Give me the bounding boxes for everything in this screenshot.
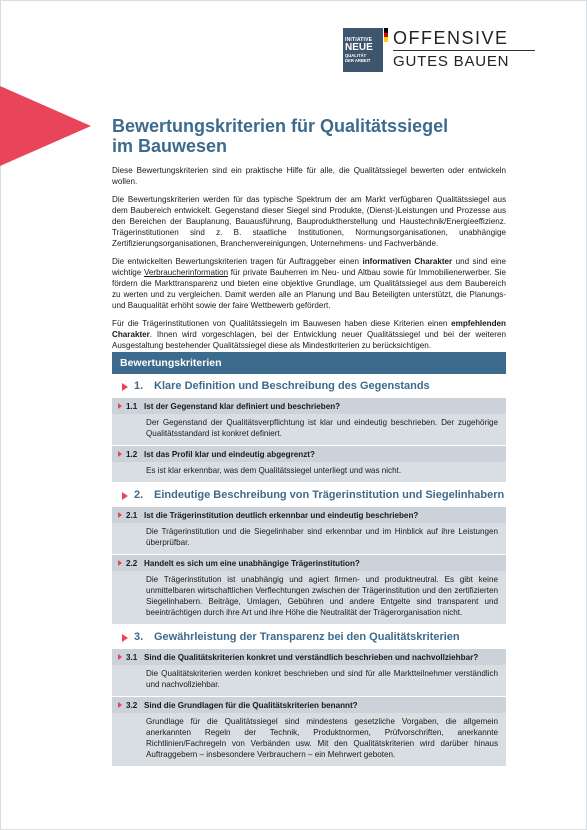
- logo-badge-line2: NEUE: [345, 42, 373, 53]
- criterion-number: 2.2: [126, 559, 138, 568]
- section-header: [112, 380, 506, 393]
- criterion-number: 2.1: [126, 511, 138, 520]
- criterion-question-text: Handelt es sich um eine unabhängige Trägerinstitution?: [144, 559, 360, 568]
- arrow-right-icon: [118, 512, 122, 518]
- logo-badge-line3: QUALITÄT: [345, 53, 367, 58]
- criterion-item: [112, 398, 506, 446]
- logo-name-line2: GUTES BAUEN: [393, 53, 510, 70]
- bold-empfehlend: empfehlenden Charakter: [112, 319, 506, 339]
- intro-paragraph-2: Die Bewertungskriterien werden für das typische Spektrum der am Markt verfügbaren Qualitätssiegel aus dem Baubereich entwickelt. Gegenstand dieser Siegel sind Produkte, (Dienst-)Leistungen und Prozesse aus den Bereichen der Bauplanung, Bauausführung, Bauproduktherstellung und Haustechnik/Energieeffizienz. Trägerinstitutionen sind z. B. staatliche Institutionen, Normungsorganisationen, unabhängige Zertifizierungsorganisationen, Branchenvereinigungen, Unternehmens- und Fachverbände.: [112, 195, 506, 248]
- logo-divider: [393, 50, 535, 51]
- criterion-item: [112, 507, 506, 555]
- criterion-answer: Grundlage für die Qualitätssiegel sind mindestens gesetzliche Vorgaben, die allgemein anerkannten Regeln der Technik, Produktnormen, Prüfvorschriften, anerkannte Richtlinien/Fachregeln von Verbänden usw. Mit den Qualitätskriterien wird darüber hinaus Auftraggebern – insbesondere Verbrauchern – ein Mehrwert geboten.: [146, 717, 498, 759]
- criterion-answer: Die Qualitätskriterien werden konkret beschrieben und sind für alle Marktteilnehmer verständlich und nachvollziehbar.: [146, 669, 498, 689]
- arrow-right-icon: [118, 451, 122, 457]
- criterion-item: [112, 697, 506, 767]
- arrow-right-icon: [118, 702, 122, 708]
- arrow-right-icon: [118, 654, 122, 660]
- arrow-right-icon: [118, 403, 122, 409]
- logo-text: [393, 28, 535, 70]
- arrow-right-icon: [122, 634, 128, 642]
- criterion-number: 1.1: [126, 402, 138, 411]
- criterion-answer: Die Trägerinstitution und die Siegelinhaber sind erkennbar und im Hinblick auf ihre Leistungen überprüfbar.: [146, 527, 498, 547]
- intro-text: [112, 165, 506, 358]
- criteria-box: [112, 352, 506, 767]
- criterion-question: [112, 507, 506, 523]
- criterion-question-text: Sind die Grundlagen für die Qualitätskriterien benannt?: [144, 701, 358, 710]
- criteria-heading: Bewertungskriterien: [112, 352, 506, 374]
- section-header: [112, 489, 506, 502]
- section-title: Klare Definition und Beschreibung des Gegenstands: [154, 380, 430, 392]
- criterion-answer: Die Trägerinstitution ist unabhängig und agiert firmen- und produktneutral. Es gibt keine unmittelbaren wirtschaftlichen Verflechtungen zwischen der Trägerinstitution und den zertifizierten Siegelinhabern. Beiträge, Umlagen, Gebühren und andere Entgelte sind transparent und beeinträchtigen durch ihre Art und ihre Höhe die Neutralität der Trägerorganisation nicht.: [146, 575, 498, 617]
- criterion-item: [112, 446, 506, 483]
- section-title: Gewährleistung der Transparenz bei den Qualitätskriterien: [154, 631, 460, 643]
- criterion-number: 1.2: [126, 450, 138, 459]
- logo-badge: [343, 28, 383, 72]
- flag-icon: [384, 28, 388, 42]
- page-title: [112, 116, 532, 156]
- section-number: 2.: [134, 489, 144, 501]
- section-number: 3.: [134, 631, 144, 643]
- arrow-right-icon: [122, 492, 128, 500]
- logo-name-line1: OFFENSIVE: [393, 28, 509, 48]
- criterion-question-text: Ist das Profil klar und eindeutig abgegrenzt?: [144, 450, 315, 459]
- criterion-number: 3.2: [126, 701, 138, 710]
- criterion-item: [112, 649, 506, 697]
- criterion-question-text: Sind die Qualitätskriterien konkret und verständlich beschrieben und nachvollziehbar?: [144, 653, 479, 662]
- criterion-answer: Der Gegenstand der Qualitätsverpflichtung ist klar und eindeutig beschrieben. Der zugehörige Qualitätsstandard ist konkret definiert.: [146, 418, 498, 438]
- criterion-question: [112, 697, 506, 713]
- criterion-answer: Es ist klar erkennbar, was dem Qualitätssiegel unterliegt und was nicht.: [146, 466, 402, 475]
- intro-paragraph-4: Für die Trägerinstitutionen von Qualitätssiegeln im Bauwesen haben diese Kriterien einen empfehlenden Charakter. Ihnen wird vorgeschlagen, bei der Entwicklung neuer Qualitätssiegel und bei der weiteren Ausgestaltung bestehender Qualitätssiegel diese als Mindestkriterien zu berücksichtigen.: [112, 319, 506, 350]
- logo-badge-line1: INITIATIVE: [345, 37, 373, 43]
- arrow-right-icon: [118, 560, 122, 566]
- criterion-number: 3.1: [126, 653, 138, 662]
- criterion-item: [112, 555, 506, 625]
- criterion-question-text: Ist die Trägerinstitution deutlich erkennbar und eindeutig beschrieben?: [144, 511, 419, 520]
- intro-paragraph-3: Die entwickelten Bewertungskriterien tragen für Auftraggeber einen informativen Charakter und sind eine wichtige Verbraucherinformation für private Bauherren im Neu- und Altbau sowie für Immobilienerwerber. Sie fördern die Markttransparenz und bieten eine objektive Grundlage, um Qualitätssiegel aus dem Baubereich zu werten und zu vergleichen. Damit werden alle an Planung und Bau Beteiligten unterstützt, die Planungs- und Bauqualität erhöht sowie der faire Wettbewerb gefördert.: [112, 257, 507, 310]
- criterion-question: [112, 555, 506, 571]
- intro-paragraph-1: Diese Bewertungskriterien sind ein praktische Hilfe für alle, die Qualitätssiegel bewerten oder entwickeln wollen.: [112, 166, 506, 186]
- logo: [343, 28, 535, 72]
- criterion-question: [112, 649, 506, 665]
- criterion-question: [112, 446, 506, 462]
- criterion-question-text: Ist der Gegenstand klar definiert und beschrieben?: [144, 402, 341, 411]
- section-title: Eindeutige Beschreibung von Trägerinstitution und Siegelinhabern: [154, 489, 505, 501]
- criterion-question: [112, 398, 506, 414]
- logo-badge-line4: DER ARBEIT: [345, 58, 371, 63]
- section-number: 1.: [134, 380, 144, 392]
- page-title-line1: Bewertungskriterien für Qualitätssiegel: [112, 116, 449, 136]
- arrow-right-icon: [122, 383, 128, 391]
- red-triangle-decoration: [0, 86, 91, 166]
- underlined-verbraucherinformation: Verbraucherinformation: [143, 268, 229, 277]
- section-header: [112, 631, 506, 644]
- page-title-line2: im Bauwesen: [112, 136, 228, 156]
- bold-informativ: informativen Charakter: [362, 257, 453, 266]
